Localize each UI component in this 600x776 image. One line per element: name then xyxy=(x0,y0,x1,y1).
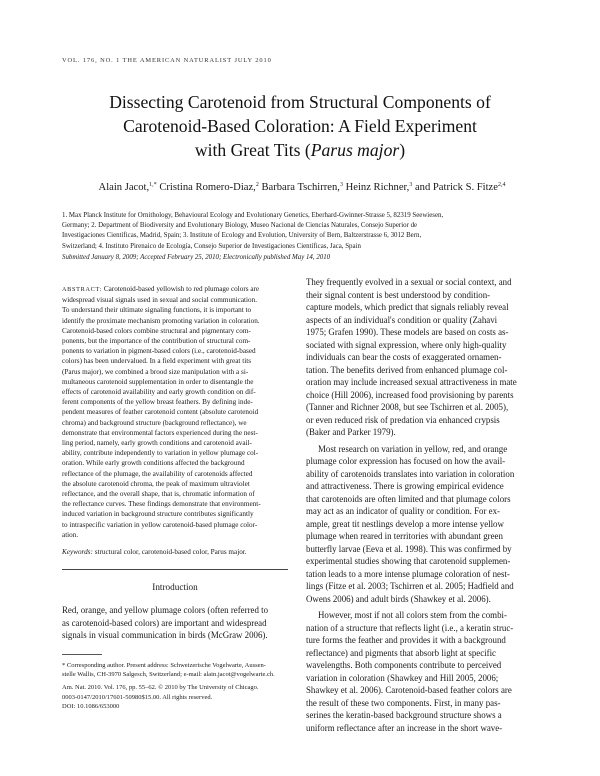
submission-dates: Submitted January 8, 2009; Accepted February 25, 2010; Electronically published May 14, 2010 xyxy=(62,254,331,261)
body-line: butterfly larvae (Eeva et al. 1998). This was confirmed by xyxy=(306,543,512,554)
footnote-line: 0003-0147/2010/17601-50980$15.00. All rights reserved. xyxy=(62,693,213,701)
body-line: Red, orange, and yellow plumage colors (often referred to xyxy=(62,605,269,616)
affiliation-line: 1. Max Planck Institute for Ornithology, Behavioural Ecology and Evolutionary Genetics, Eberhard-Gwinner-Strasse 5, 82319 Seewiesen, xyxy=(62,212,444,219)
footnote-rule xyxy=(62,654,102,655)
abstract-line: Carotenoid-based colors combine structural and pigmentary com- xyxy=(62,326,251,335)
abstract-line: reflectance of the plumage, the availability of carotenoids affected xyxy=(62,469,253,478)
author xyxy=(99,182,157,193)
paragraph xyxy=(306,276,542,439)
footnote-line: * Corresponding author. Present address: Schweizerische Vogelwarte, Aussen- xyxy=(62,661,266,669)
affiliation-line: Investigaciones Científicas, Madrid, Spain; 3. Institute of Ecology and Evolution, University of Bern, Baltzerstrasse 6, 3012 Bern, xyxy=(62,232,422,240)
author-list xyxy=(62,182,542,193)
abstract-line: widespread visual signals used in sexual and social communication. xyxy=(62,296,258,305)
abstract-line: ponents, but the importance of the contribution of structural com- xyxy=(62,337,251,346)
keywords-label: Keywords: xyxy=(62,548,93,557)
body-line: 1975; Grafen 1990). These models are based on costs as- xyxy=(306,327,509,337)
body-line: (Baker and Parker 1979). xyxy=(306,427,396,437)
body-line: choice (Hill 2006), increased food provisioning by parents xyxy=(306,389,514,400)
author xyxy=(159,182,259,193)
citation-footnote xyxy=(62,683,288,712)
body-line: variation in coloration (Shawkey and Hill 2005, 2006; xyxy=(306,672,499,683)
body-line: individuals can bear the costs of exaggerated ornamen- xyxy=(306,352,502,362)
title-line xyxy=(70,138,530,162)
body-line: However, most if not all colors stem from the combi- xyxy=(318,610,507,620)
body-line: uniform reflectance after an increase in the short wave- xyxy=(306,722,503,733)
section-rule xyxy=(62,569,288,570)
footnote-line: DOI: 10.1086/653000 xyxy=(62,703,120,711)
article-title xyxy=(70,90,530,162)
abstract-line: demonstrate that environmental factors experienced during the nest- xyxy=(62,428,258,437)
body-line: the result of these two components. First, in many pas- xyxy=(306,697,501,708)
abstract-line: ponents to variation in pigment-based colors (i.e., carotenoid-based xyxy=(62,347,256,356)
affiliation-line: Germany; 2. Department of Biodiversity and Evolutionary Biology, Museo Nacional de Ciencias Naturales, Consejo Superior de xyxy=(62,222,418,230)
section-heading-introduction: Introduction xyxy=(152,582,198,593)
body-line: plumage color expression has focused on how the avail- xyxy=(306,456,506,466)
paragraph xyxy=(306,609,542,734)
title-close: ) xyxy=(399,140,406,160)
title-species: Parus major xyxy=(310,140,400,160)
abstract-line: ability, contribute independently to variation in yellow plumage col- xyxy=(62,449,259,458)
body-line: signals in visual communication in birds (McGraw 2006). xyxy=(62,630,268,641)
abstract-line: ABSTRACT: Carotenoid-based yellowish to red plumage colors are xyxy=(62,285,260,293)
abstract-line: identify the proximate mechanism promoting variation in coloration. xyxy=(62,316,260,325)
body-line: lings (Fitze et al. 2003; Tschirren et al. 2005; Hadfield and xyxy=(306,581,514,591)
abstract-line: (Parus major), we combined a brood size manipulation with a si- xyxy=(62,367,249,376)
body-line: and attractiveness. There is growing empirical evidence xyxy=(306,481,504,491)
corresponding-author-footnote xyxy=(62,661,288,680)
author-name: Barbara Tschirren, xyxy=(261,182,340,193)
abstract-line: the absolute carotenoid chroma, the peak of maximum ultraviolet xyxy=(62,479,250,488)
body-line: that carotenoids are often limited and that plumage colors xyxy=(306,493,511,504)
abstract-line: to intraspecific variation in yellow carotenoid-based plumage color- xyxy=(62,520,258,529)
abstract-line: colors) has been undervalued. In a field experiment with great tits xyxy=(62,357,252,366)
body-line: may act as an indicator of quality or condition. For ex- xyxy=(306,506,500,516)
body-line: oration may include increased sexual attractiveness in mate xyxy=(306,377,517,387)
abstract-line: multaneous carotenoid supplementation in order to disentangle the xyxy=(62,377,254,386)
author xyxy=(346,182,413,193)
body-line: ample, great tit nestlings develop a more intense yellow xyxy=(306,518,504,529)
abstract-line: ling period, namely, early growth conditions and carotenoid avail- xyxy=(62,439,252,448)
affiliations xyxy=(62,211,540,252)
body-line: or even reduced risk of predation via enhanced crypsis xyxy=(306,414,500,425)
body-line: nation of a structure that reflects light (i.e., a keratin struc- xyxy=(306,622,514,633)
abstract-line: ation. xyxy=(62,530,79,539)
body-line: (Tanner and Richner 2008, but see Tschirren et al. 2005), xyxy=(306,402,509,412)
author xyxy=(415,182,505,193)
body-line: aspects of an individual's condition or quality (Zahavi xyxy=(306,314,498,325)
body-line: tation. The benefits derived from enhanced plumage col- xyxy=(306,364,508,375)
title-line: Carotenoid-Based Coloration: A Field Experiment xyxy=(123,116,477,136)
abstract-line: pendent measures of feather carotenoid content (absolute carotenoid xyxy=(62,408,259,417)
keywords xyxy=(62,547,288,557)
right-column xyxy=(306,276,542,734)
abstract-line: chroma) and background structure (background reflectance), we xyxy=(62,418,247,427)
title-line: Dissecting Carotenoid from Structural Components of xyxy=(109,92,491,112)
author-name: Alain Jacot, xyxy=(98,182,150,193)
abstract-line: ferent components of the yellow breast feathers. By defining inde- xyxy=(62,398,253,407)
abstract-line: oration. While early growth conditions affected the background xyxy=(62,459,245,468)
left-column xyxy=(62,284,288,712)
body-line: sociated with signal expression, where only high-quality xyxy=(306,339,507,350)
author-affil-mark: 1,* xyxy=(149,182,157,188)
author-affil-mark: 2,4 xyxy=(497,182,506,188)
body-line: tation leads to a more intense plumage coloration of nest- xyxy=(306,568,510,579)
author-affil-mark: 2 xyxy=(255,182,259,188)
body-line: their signal content is best understood by condition- xyxy=(306,289,491,300)
introduction-text xyxy=(62,604,288,642)
body-line: reflectance) and pigments that absorb light at specific xyxy=(306,647,496,658)
author-name: Heinz Richner, xyxy=(345,182,410,193)
running-head: VOL. 176, NO. 1 THE AMERICAN NATURALIST JULY 2010 xyxy=(62,57,272,64)
body-line: serines the keratin-based background structure shows a xyxy=(306,710,502,720)
abstract-label: ABSTRACT: xyxy=(62,286,103,293)
body-line: as carotenoid-based colors) are important and widespread xyxy=(62,617,267,628)
author xyxy=(261,182,342,193)
author-name: and Patrick S. Fitze xyxy=(414,182,498,193)
title-line-text: with Great Tits ( xyxy=(194,140,311,160)
body-line: plumage when reared in territories with abundant green xyxy=(306,531,503,541)
body-line: Owens 2006) and adult birds (Shawkey et al. 2006). xyxy=(306,593,491,604)
footnote-line: stelle Wallis, CH-3970 Salgesch, Switzerland; e-mail: alain.jacot@vogelwarte.ch. xyxy=(62,671,275,679)
paragraph xyxy=(306,443,542,606)
body-line: capture models, which predict that signals reliably reveal xyxy=(306,302,509,312)
body-line: They frequently evolved in a sexual or social context, and xyxy=(306,277,512,287)
body-line: Shawkey et al. 2006). Carotenoid-based feather colors are xyxy=(306,685,512,695)
abstract-line: To understand their ultimate signaling functions, it is important to xyxy=(62,306,252,315)
body-line: ture forms the feather and provides it with a background xyxy=(306,635,506,645)
author-affil-mark: 3 xyxy=(339,182,343,188)
footnote-line: Am. Nat. 2010. Vol. 176, pp. 55–62. © 2010 by The University of Chicago. xyxy=(62,683,259,691)
abstract-line: effects of carotenoid availability and early growth condition on dif- xyxy=(62,388,256,397)
author-name: Cristina Romero-Diaz, xyxy=(159,182,256,193)
keywords-text: structural color, carotenoid-based color, Parus major. xyxy=(92,548,247,557)
abstract-line: induced variation in background structure contributes significantly xyxy=(62,510,254,519)
body-line: experimental studies showing that carotenoid supplemen- xyxy=(306,556,511,566)
abstract xyxy=(62,284,288,540)
abstract-line: the reflectance curves. These findings demonstrate that environment- xyxy=(62,500,261,509)
body-line: wavelengths. Both components contribute to perceived xyxy=(306,660,502,670)
affiliation-line: Switzerland; 4. Instituto Pirenaico de Ecología, Consejo Superior de Investigaciones Científicas, Jaca, Spain xyxy=(62,242,361,250)
body-line: Most research on variation in yellow, red, and orange xyxy=(318,443,508,454)
abstract-line: reflectance, and the overall shape, that is, chromatic information of xyxy=(62,490,255,499)
body-line: ability of carotenoids translates into variation in coloration xyxy=(306,468,515,479)
author-affil-mark: 3 xyxy=(409,182,413,188)
